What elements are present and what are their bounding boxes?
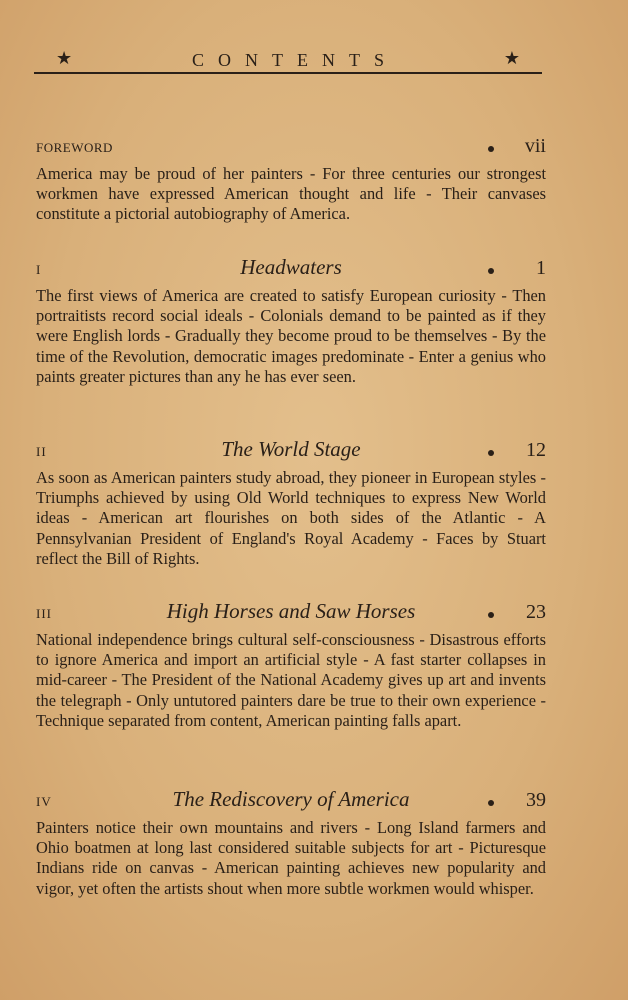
bullet-icon (488, 268, 494, 274)
entry-heading (36, 132, 546, 160)
entry-heading (36, 598, 546, 626)
page-number: vii (524, 135, 546, 157)
bullet-icon (488, 146, 494, 152)
bullet-icon (488, 612, 494, 618)
entry-summary: Painters notice their own mountains and rivers - Long Island farmers and Ohio boatmen at long last considered suitable subjects for art - Picturesque Indians ride on canvas - American painting achieves new popularity and vigor, yet often the artists shout when more subtle workmen would whisper. (36, 818, 546, 898)
toc-entry-chapter-3 (36, 598, 546, 731)
star-icon: ★ (503, 48, 520, 68)
page-number: 23 (526, 601, 546, 623)
chapter-numeral: III (36, 606, 52, 621)
toc-entry-chapter-4 (36, 786, 546, 899)
toc-entry-chapter-2 (36, 436, 546, 569)
entry-summary: America may be proud of her painters - For three centuries our strongest workmen have expressed American thought and life - Their canvases constitute a pictorial autobiography of America. (36, 164, 546, 224)
chapter-title: The Rediscovery of America (172, 787, 410, 811)
entry-heading (36, 254, 546, 282)
chapter-title: Headwaters (240, 255, 342, 279)
toc-entry-chapter-1 (36, 254, 546, 387)
header-title: CONTENTS (192, 50, 398, 70)
entry-summary: The first views of America are created to satisfy European curiosity - Then portraitists record social ideals - Colonials demand to be painted as if they were English lords - Gradually they become proud to be themselves - By the time of the Revolution, democratic images predominate - Enter a genius who paints greater pictures than any he has ever seen. (36, 286, 546, 386)
entry-heading (36, 436, 546, 464)
bullet-icon (488, 800, 494, 806)
page-number: 12 (526, 439, 546, 461)
entry-summary: As soon as American painters study abroad, they pioneer in European styles - Triumphs achieved by using Old World techniques to express New World ideas - American art flourishes on both sides of the Atlantic - A Pennsylvanian President of England's Royal Academy - Faces by Stuart reflect the Bill of Rights. (36, 468, 546, 568)
toc-entry-foreword (36, 132, 546, 225)
entry-heading (36, 786, 546, 814)
chapter-numeral: IV (36, 794, 52, 809)
chapter-numeral: II (36, 444, 47, 459)
bullet-icon (488, 450, 494, 456)
page-number: 39 (526, 789, 546, 811)
entry-label: FOREWORD (36, 140, 113, 155)
header-rule (34, 72, 542, 74)
chapter-numeral: I (36, 262, 42, 277)
chapter-title: The World Stage (221, 437, 361, 461)
page-number: 1 (536, 257, 546, 279)
chapter-title: High Horses and Saw Horses (166, 599, 416, 623)
star-icon: ★ (56, 48, 73, 68)
page-header (34, 46, 542, 72)
entry-summary: National independence brings cultural self-consciousness - Disastrous efforts to ignore America and import an artificial style - A fast starter collapses in mid-career - The President of the National Academy gives up art and invents the telegraph - Only untutored painters dare be true to their own experience - Technique separated from content, American painting falls apart. (36, 630, 546, 730)
